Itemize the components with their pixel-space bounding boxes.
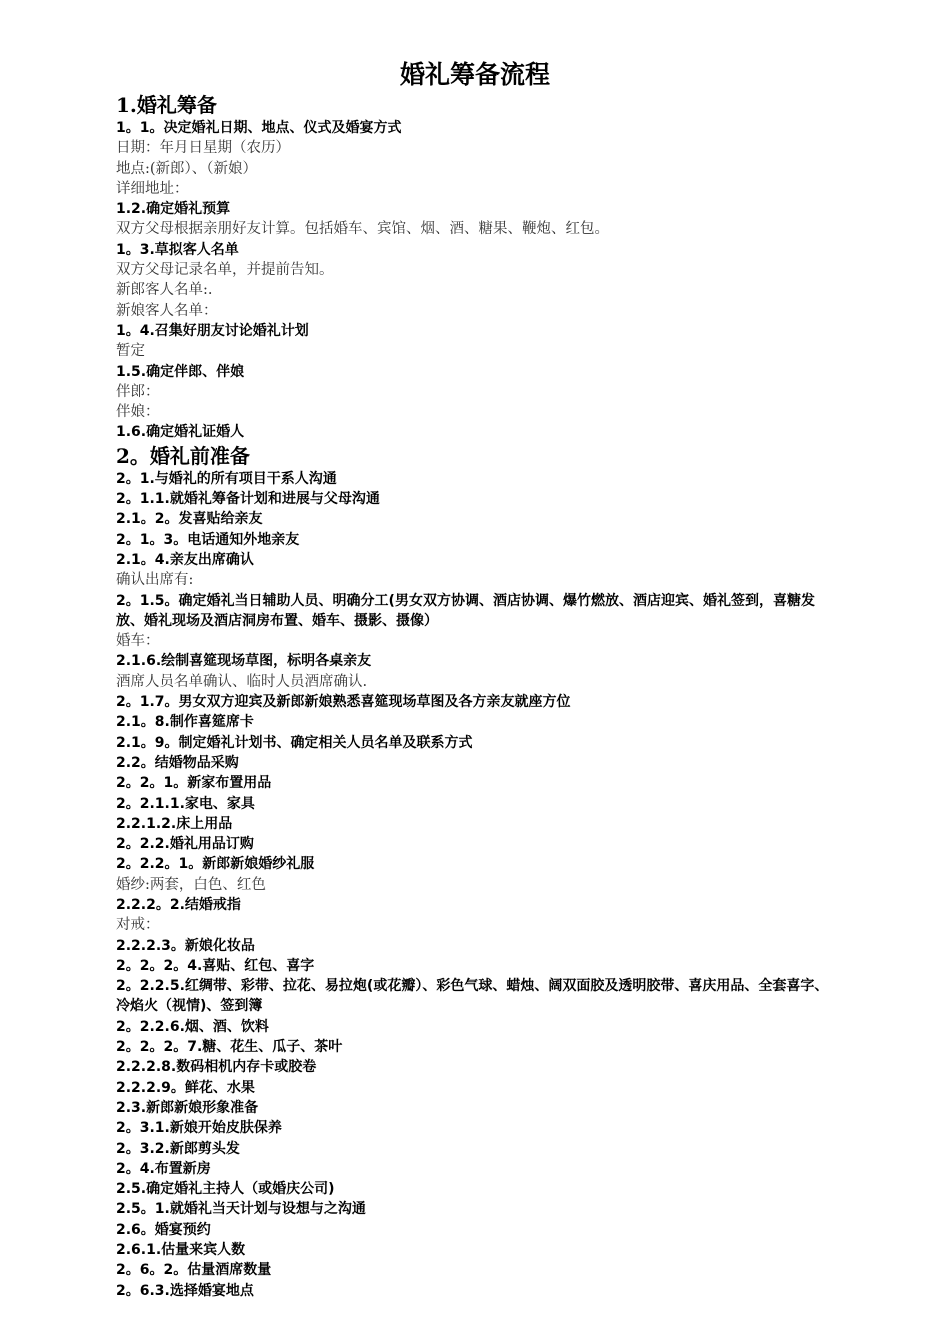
body-text: 详细地址： [116,180,189,197]
subsection-heading: 2.2.2.9。鲜花、水果 [116,1079,255,1096]
body-text: 双方父母记录名单，并提前告知。 [116,262,334,279]
subsection-heading: 2.6.1.估量来宾人数 [116,1242,246,1259]
subsection-heading: 2.1。2。发喜贴给亲友 [116,511,263,528]
document-page [116,58,836,1301]
body-text: 对戒： [116,917,160,934]
subsection-heading: 2。1.7。男女双方迎宾及新郎新娘熟悉喜筵现场草图及各方亲友就座方位 [116,694,571,711]
subsection-heading: 2。2.2.6.烟、酒、饮料 [116,1018,269,1035]
subsection-heading: 2.1。4.亲友出席确认 [116,551,254,568]
subsection-heading: 2.2.1.2.床上用品 [116,815,233,832]
section-heading: 2。婚礼前准备 [116,443,250,468]
body-text: 伴郎： [116,383,160,400]
subsection-heading: 2。3.2.新郎剪头发 [116,1140,240,1157]
subsection-heading: 1。1。决定婚礼日期、地点、仪式及婚宴方式 [116,120,402,136]
subsection-heading: 1。3.草拟客人名单 [116,241,239,258]
document-body [116,92,836,1301]
subsection-heading: 2。2.2.5.红绸带、彩带、拉花、易拉炮(或花瓣）、彩色气球、蜡烛、阔双面胶及透明胶带、喜庆用品、全套喜字、冷焰火（视情)、签到簿 [116,978,829,1015]
body-text: 伴娘： [116,404,160,421]
subsection-heading: 2.2。结婚物品采购 [116,754,239,771]
subsection-heading: 2。2。1。新家布置用品 [116,775,272,792]
subsection-heading: 1.2.确定婚礼预算 [116,201,231,218]
body-text: 新郎客人名单:. [116,282,213,299]
subsection-heading: 2.6。婚宴预约 [116,1221,211,1238]
body-text: 日期：年月日星期（农历） [116,140,290,157]
subsection-heading: 1.6.确定婚礼证婚人 [116,424,245,441]
subsection-heading: 2.1。8.制作喜筵席卡 [116,714,254,731]
subsection-heading: 2。1.与婚礼的所有项目干系人沟通 [116,470,337,487]
section-heading: 1.婚礼筹备 [116,93,217,117]
subsection-heading: 2。4.布置新房 [116,1160,211,1177]
subsection-heading: 2。1.1.就婚礼筹备计划和进展与父母沟通 [116,491,380,508]
body-text: 确认出席有: [116,572,194,589]
subsection-heading: 2。6。2。估量酒席数量 [116,1262,272,1279]
subsection-heading: 2.2.2.3。新娘化妆品 [116,937,255,954]
body-text: 酒席人员名单确认、临时人员酒席确认. [116,673,368,690]
subsection-heading: 2。2.2。1。新郎新娘婚纱礼服 [116,856,315,873]
subsection-heading: 2。2。2。7.糖、花生、瓜子、茶叶 [116,1039,343,1056]
subsection-heading: 1.5.确定伴郎、伴娘 [116,363,245,380]
subsection-heading: 2。6.3.选择婚宴地点 [116,1282,254,1299]
subsection-heading: 2.1。9。制定婚礼计划书、确定相关人员名单及联系方式 [116,734,473,751]
body-text: 婚纱:两套，白色、红色 [116,876,266,893]
subsection-heading: 2。1。3。电话通知外地亲友 [116,531,300,548]
body-text: 双方父母根据亲朋好友计算。包括婚车、宾馆、烟、酒、糖果、鞭炮、红包。 [116,221,609,238]
body-text: 暂定 [116,343,145,360]
subsection-heading: 2.2.2.8.数码相机内存卡或胶卷 [116,1059,317,1076]
subsection-heading: 2.3.新郎新娘形象准备 [116,1099,259,1116]
document-title: 婚礼筹备流程 [399,60,550,89]
body-text: 婚车： [116,633,160,650]
subsection-heading: 2。3.1.新娘开始皮肤保养 [116,1120,282,1137]
subsection-heading: 2.5。1.就婚礼当天计划与设想与之沟通 [116,1201,366,1218]
subsection-heading: 2.1.6.绘制喜筵现场草图，标明各桌亲友 [116,653,372,670]
body-text: 地点:(新郎）、（新娘） [116,160,258,177]
subsection-heading: 2。2.1.1.家电、家具 [116,795,255,812]
subsection-heading: 2.5.确定婚礼主持人（或婚庆公司) [116,1181,335,1198]
subsection-heading: 2。2。2。4.喜贴、红包、喜字 [116,957,315,974]
subsection-heading: 2。2.2.婚礼用品订购 [116,836,254,853]
subsection-heading: 2.2.2。2.结婚戒指 [116,896,241,913]
body-text: 新娘客人名单： [116,302,218,319]
subsection-heading: 2。1.5。确定婚礼当日辅助人员、明确分工(男女双方协调、酒店协调、爆竹燃放、酒店迎宾、婚礼签到，喜糖发放、婚礼现场及酒店洞房布置、婚车、摄影、摄像） [116,592,815,629]
subsection-heading: 1。4.召集好朋友讨论婚礼计划 [116,322,309,339]
